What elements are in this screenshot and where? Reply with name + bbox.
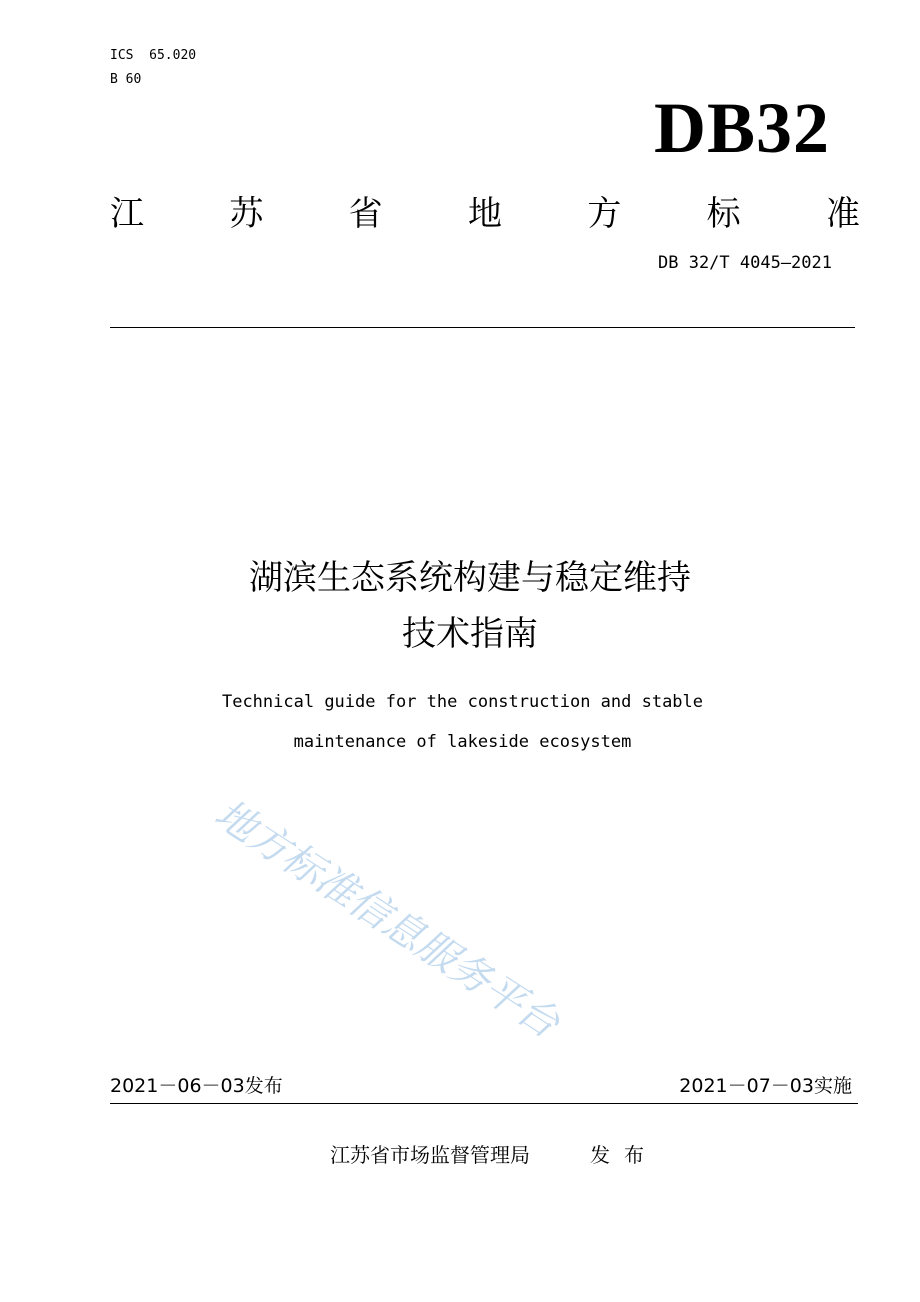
header-divider — [110, 327, 855, 328]
watermark: 地方标准信息服务平台 — [206, 790, 567, 1048]
publisher: 江苏省市场监督管理局 — [330, 1143, 530, 1167]
publisher-row — [330, 1142, 658, 1168]
title-en-line2: maintenance of lakeside ecosystem — [293, 732, 632, 752]
title-cn-line1: 湖滨生态系统构建与稳定维持 — [249, 558, 691, 598]
standard-type-char: 方 — [587, 194, 622, 234]
standard-type-char: 江 — [110, 194, 144, 234]
standard-type-char: 地 — [467, 194, 502, 234]
issue-date: 2021－06－03发布 — [110, 1075, 283, 1097]
title-en-line1: Technical guide for the construction and stable — [221, 692, 704, 712]
publish-word: 发布 — [590, 1143, 658, 1167]
db-mark: DB32 — [653, 88, 830, 168]
ics-code: ICS 65.020 — [110, 48, 197, 63]
standard-type-char: 标 — [706, 194, 741, 234]
standard-type-char: 苏 — [229, 194, 264, 234]
title-cn-line2: 技术指南 — [402, 614, 538, 654]
ccs-code: B 60 — [110, 72, 142, 87]
standard-type-char: 准 — [825, 194, 860, 234]
standard-type-char: 省 — [348, 194, 383, 234]
implementation-date: 2021－07－03实施 — [679, 1075, 852, 1097]
standard-type — [110, 192, 860, 236]
standard-number: DB 32/T 4045—2021 — [658, 253, 832, 273]
footer-divider — [110, 1103, 858, 1104]
